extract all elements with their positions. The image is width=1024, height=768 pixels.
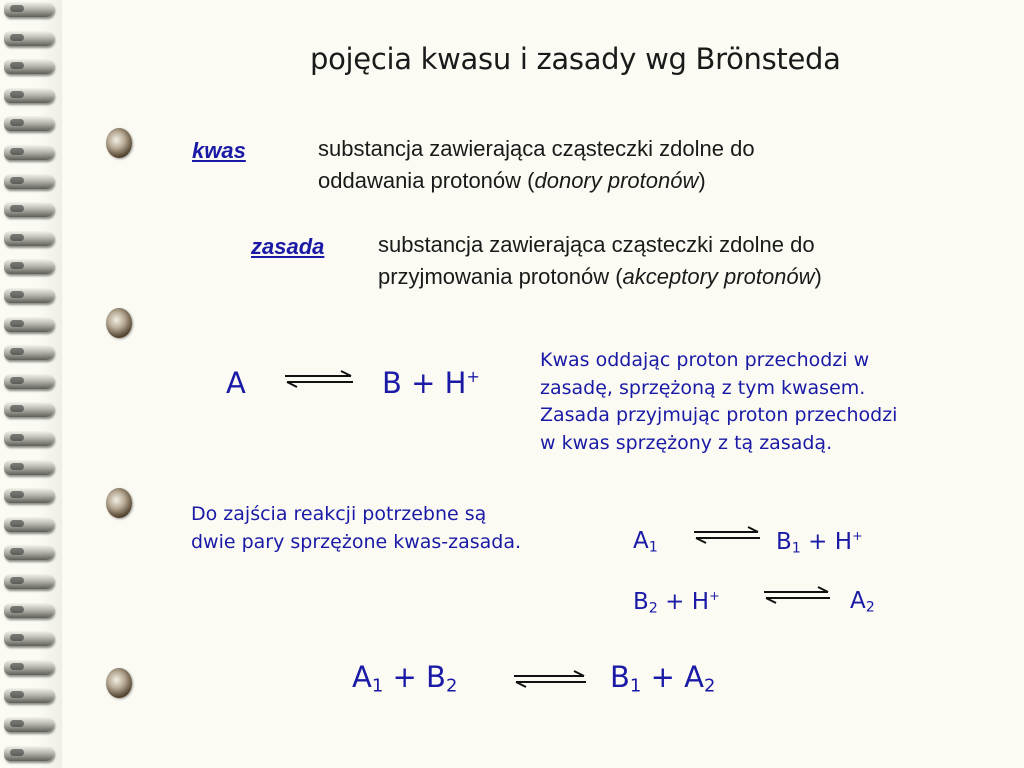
binding-ring-icon — [4, 2, 54, 17]
binding-ring-icon — [4, 603, 54, 618]
punch-hole-icon — [106, 668, 132, 698]
equation-3-left: $A_1 + B_2$ — [352, 660, 458, 697]
note-conjugate — [540, 347, 1010, 457]
equation-3-right: $B_1 + A_2$ — [610, 660, 716, 697]
binding-ring-icon — [4, 688, 54, 703]
equation-2-left: $B_2 + H^+$ — [633, 588, 720, 617]
binding-ring-icon — [4, 116, 54, 131]
note-conjugate-line: w kwas sprzężony z tą zasadą. — [540, 431, 833, 454]
punch-hole-icon — [106, 488, 132, 518]
binding-ring-icon — [4, 317, 54, 332]
note-conjugate-line: zasadę, sprzężoną z tym kwasem. — [540, 376, 866, 399]
term-zasada: zasada — [251, 234, 325, 259]
binding-ring-icon — [4, 88, 54, 103]
binding-ring-icon — [4, 202, 54, 217]
binding-ring-icon — [4, 631, 54, 646]
equilibrium-arrow-icon — [512, 670, 588, 688]
binding-ring-icon — [4, 402, 54, 417]
definition-kwas — [318, 133, 918, 197]
spiral-binding-icon — [0, 0, 62, 768]
equilibrium-arrow-icon — [692, 526, 762, 544]
binding-ring-icon — [4, 345, 54, 360]
equation-1-right: $B_1 + H^+$ — [776, 528, 863, 557]
note-conjugate-line: Kwas oddając proton przechodzi w — [540, 349, 870, 371]
page-title: pojęcia kwasu i zasady wg Brönsteda — [310, 42, 841, 76]
note-conjugate-line: Zasada przyjmując proton przechodzi — [540, 404, 898, 426]
binding-ring-icon — [4, 288, 54, 303]
equation-main-left: A — [226, 366, 246, 400]
binding-ring-icon — [4, 488, 54, 503]
binding-ring-icon — [4, 259, 54, 274]
note-pairs-line: Do zajścia reakcji potrzebne są — [191, 503, 487, 525]
binding-ring-icon — [4, 145, 54, 160]
binding-ring-icon — [4, 660, 54, 675]
punch-hole-icon — [106, 128, 132, 158]
binding-ring-icon — [4, 574, 54, 589]
definition-zasada — [378, 229, 998, 293]
equation-main-right: B + H+ — [382, 366, 480, 400]
binding-ring-icon — [4, 59, 54, 74]
binding-ring-icon — [4, 460, 54, 475]
term-kwas: kwas — [192, 138, 246, 163]
binding-ring-icon — [4, 431, 54, 446]
definition-kwas-line2: oddawania protonów (donory protonów) — [318, 168, 706, 193]
equilibrium-arrow-icon — [762, 586, 832, 604]
definition-kwas-line1: substancja zawierająca cząsteczki zdolne do — [318, 136, 755, 161]
punch-hole-icon — [106, 308, 132, 338]
binding-ring-icon — [4, 545, 54, 560]
binding-ring-icon — [4, 374, 54, 389]
binding-ring-icon — [4, 717, 54, 732]
equation-2-right: $A_2$ — [850, 588, 875, 616]
definition-zasada-line1: substancja zawierająca cząsteczki zdolne do — [378, 232, 815, 257]
binding-ring-icon — [4, 31, 54, 46]
equilibrium-arrow-icon — [283, 370, 355, 388]
binding-ring-icon — [4, 746, 54, 761]
equation-1-left: $A_1$ — [633, 528, 658, 556]
note-pairs-line: dwie pary sprzężone kwas-zasada. — [191, 530, 522, 553]
note-pairs — [191, 501, 611, 556]
binding-ring-icon — [4, 517, 54, 532]
definition-zasada-line2: przyjmowania protonów (akceptory protonów) — [378, 264, 822, 289]
binding-ring-icon — [4, 174, 54, 189]
binding-ring-icon — [4, 231, 54, 246]
